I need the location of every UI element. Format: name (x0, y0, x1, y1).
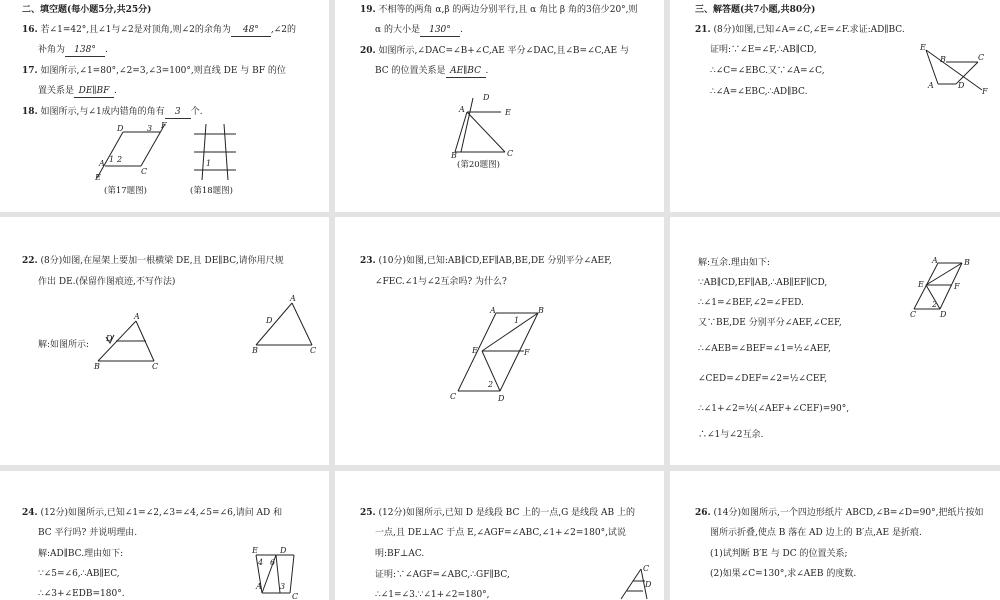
panel-question-21 (670, 0, 1000, 212)
svg-text:A: A (928, 81, 934, 90)
svg-text:E: E (918, 280, 924, 289)
question-17-cont: 置关系是 DE∥BF . (38, 86, 117, 96)
question-25-cont: 明:BF⊥AC. (375, 549, 425, 559)
question-16: 16. 若∠1=42°,且∠1与∠2是对顶角,则∠2的余角为 48° ,∠2的 (22, 25, 296, 35)
figure-23-small (910, 256, 974, 319)
figure-20-caption: (第20题图) (457, 160, 500, 170)
figure-25 (617, 564, 657, 600)
question-25: 25. (12分)如图所示,已知 D 是线段 BC 上的一点,G 是线段 AB 上的 (360, 508, 635, 518)
svg-text:C: C (643, 564, 650, 573)
solution-label: 解:如图所示: (38, 340, 90, 350)
solution-line: ∴∠1=∠BEF,∠2=∠FED. (698, 298, 804, 308)
answer-blank: 130° (420, 24, 460, 37)
svg-text:D: D (266, 316, 273, 325)
svg-text:A: A (134, 312, 140, 321)
question-26-part1: (1)试判断 B′E 与 DC 的位置关系; (710, 549, 848, 559)
svg-text:D: D (498, 394, 505, 403)
svg-text:E: E (505, 108, 511, 117)
solution-line: ∵∠5=∠6,∴AB∥EC, (38, 569, 120, 579)
question-23: 23. (10分)如图,已知:AB∥CD,EF∥AB,BE,DE 分别平分∠AEF, (360, 256, 612, 266)
proof-line: ∴∠1=∠3.∵∠1+∠2=180°, (375, 590, 490, 600)
proof-line: ∴∠A=∠EBC,∴AD∥BC. (710, 87, 808, 97)
svg-text:6: 6 (270, 558, 276, 567)
section-heading: 二、填空题(每小题5分,共25分) (22, 5, 152, 15)
question-26-part2: (2)如果∠C=130°,求∠AEB 的度数. (710, 569, 857, 579)
svg-text:1: 1 (109, 155, 115, 164)
solution-line: ∴∠1与∠2互余. (698, 430, 764, 440)
svg-text:A: A (459, 105, 465, 114)
svg-text:E: E (472, 346, 478, 355)
proof-line: 证明:∵∠AGF=∠ABC,∴GF∥BC, (375, 570, 510, 580)
solution-line: 又∵BE,DE 分别平分∠AEF,∠CEF, (698, 318, 842, 328)
solution-line: ∵AB∥CD,EF∥AB,∴AB∥EF∥CD, (698, 278, 828, 288)
svg-text:A: A (490, 306, 496, 315)
question-19: 19. 不相等的两角 α,β 的两边分别平行,且 α 角比 β 角的3倍少20°,则 (360, 5, 638, 15)
answer-blank: 48° (231, 24, 271, 37)
svg-text:D: D (958, 81, 965, 90)
question-25-cont: 一点,且 DE⊥AC 于点 E,∠AGF=∠ABC,∠1+∠2=180°,试说 (375, 528, 626, 538)
panel-question-26 (670, 471, 1000, 600)
svg-text:E: E (920, 43, 926, 52)
svg-text:C: C (310, 346, 317, 355)
question-20: 20. 如图所示,∠DAC=∠B+∠C,AE 平分∠DAC,且∠B=∠C,AE 与 (360, 46, 629, 56)
question-17: 17. 如图所示,∠1=80°,∠2=3,∠3=100°,则直线 DE 与 BF 的位 (22, 66, 286, 76)
question-19-cont: α 的大小是 130° . (375, 25, 463, 35)
svg-text:F: F (982, 87, 988, 96)
question-26: 26. (14分)如图所示,一个四边形纸片 ABCD,∠B=∠D=90°,把纸片按如 (695, 508, 984, 518)
svg-text:B: B (94, 362, 100, 371)
panel-question-25 (335, 471, 664, 600)
question-18: 18. 如图所示,与∠1成内错角的角有 3 个. (22, 107, 203, 117)
svg-text:A: A (256, 582, 262, 591)
solution-line: ∴∠3+∠EDB=180°. (38, 589, 125, 599)
figure-22-answer (92, 312, 162, 371)
svg-text:A: A (99, 159, 105, 168)
figure-18 (190, 122, 240, 180)
question-22-cont: 作出 DE.(保留作图痕迹,不写作法) (38, 277, 176, 287)
question-16-cont: 补角为 138° . (38, 45, 108, 55)
svg-text:D: D (483, 93, 490, 102)
question-24: 24. (12分)如图所示,已知∠1=∠2,∠3=∠4,∠5=∠6,请问 AD 和 (22, 508, 283, 518)
svg-text:D: D (645, 580, 652, 589)
svg-text:C: C (141, 167, 148, 176)
panel-solution-23 (670, 217, 1000, 465)
section-heading: 三、解答题(共7小题,共80分) (695, 5, 816, 15)
svg-text:F: F (161, 121, 167, 130)
answer-blank: 3 (165, 106, 191, 119)
svg-text:B: B (538, 306, 544, 315)
figure-18-caption: (第18题图) (190, 186, 233, 196)
svg-text:F: F (524, 348, 530, 357)
svg-text:B: B (940, 55, 946, 64)
svg-text:B: B (451, 151, 457, 160)
svg-text:D: D (940, 310, 947, 319)
figure-20 (453, 92, 533, 158)
figure-24 (250, 546, 306, 600)
svg-text:D: D (106, 334, 113, 343)
figure-17-caption: (第17题图) (104, 186, 147, 196)
svg-text:C: C (152, 362, 159, 371)
figure-23 (450, 307, 550, 403)
solution-line: ∠CED=∠DEF=∠2=½∠CEF, (698, 374, 828, 384)
svg-text:4: 4 (258, 558, 264, 567)
answer-blank: AE∥BC (446, 65, 486, 78)
solution-line: 解:AD∥BC.理由如下: (38, 549, 124, 559)
svg-text:E: E (252, 546, 258, 555)
svg-text:A: A (290, 294, 296, 303)
panel-fill-in-16-18 (0, 0, 329, 212)
svg-text:1: 1 (206, 159, 212, 168)
svg-text:F: F (954, 282, 960, 291)
proof-line: 证明:∵∠E=∠F,∴AB∥CD, (710, 45, 817, 55)
svg-text:C: C (292, 592, 299, 600)
svg-text:C: C (910, 310, 917, 319)
svg-text:B: B (964, 258, 970, 267)
svg-text:D: D (117, 124, 124, 133)
question-22: 22. (8分)如图,在屋架上要加一根横梁 DE,且 DE∥BC,请你用尺规 (22, 256, 284, 266)
solution-line: 解:互余.理由如下: (698, 258, 770, 268)
panel-question-22 (0, 217, 329, 465)
svg-text:D: D (280, 546, 287, 555)
svg-text:3: 3 (147, 124, 153, 133)
solution-line: ∴∠1+∠2=½(∠AEF+∠CEF)=90°, (698, 404, 850, 414)
proof-line: ∴∠C=∠EBC.又∵∠A=∠C, (710, 66, 825, 76)
svg-text:2: 2 (488, 380, 494, 389)
question-24-cont: BC 平行吗? 并说明理由. (38, 528, 138, 538)
figure-21 (920, 44, 990, 94)
svg-text:C: C (507, 149, 514, 158)
panel-fill-in-19-20 (335, 0, 664, 212)
svg-text:B: B (252, 346, 258, 355)
figure-22 (250, 294, 320, 357)
solution-line: ∴∠AEB=∠BEF=∠1=½∠AEF, (698, 344, 831, 354)
svg-text:A: A (932, 256, 938, 265)
svg-text:3: 3 (280, 582, 286, 591)
figure-17 (95, 120, 175, 182)
question-20-cont: BC 的位置关系是 AE∥BC . (375, 66, 489, 76)
panel-question-23 (335, 217, 664, 465)
question-26-cont: 图所示折叠,使点 B 落在 AD 边上的 B′点,AE 是折痕. (710, 528, 922, 538)
panel-question-24 (0, 471, 329, 600)
svg-text:1: 1 (514, 316, 520, 325)
svg-text:2: 2 (117, 155, 123, 164)
answer-blank: 138° (65, 44, 105, 57)
question-21: 21. (8分)如图,已知∠A=∠C,∠E=∠F.求证:AD∥BC. (695, 25, 905, 35)
svg-text:2: 2 (932, 300, 938, 309)
svg-text:E: E (95, 173, 101, 182)
answer-blank: DE∥BF (74, 85, 114, 98)
question-23-cont: ∠FEC.∠1与∠2互余吗? 为什么? (375, 277, 507, 287)
svg-text:C: C (450, 392, 457, 401)
svg-text:C: C (978, 53, 985, 62)
